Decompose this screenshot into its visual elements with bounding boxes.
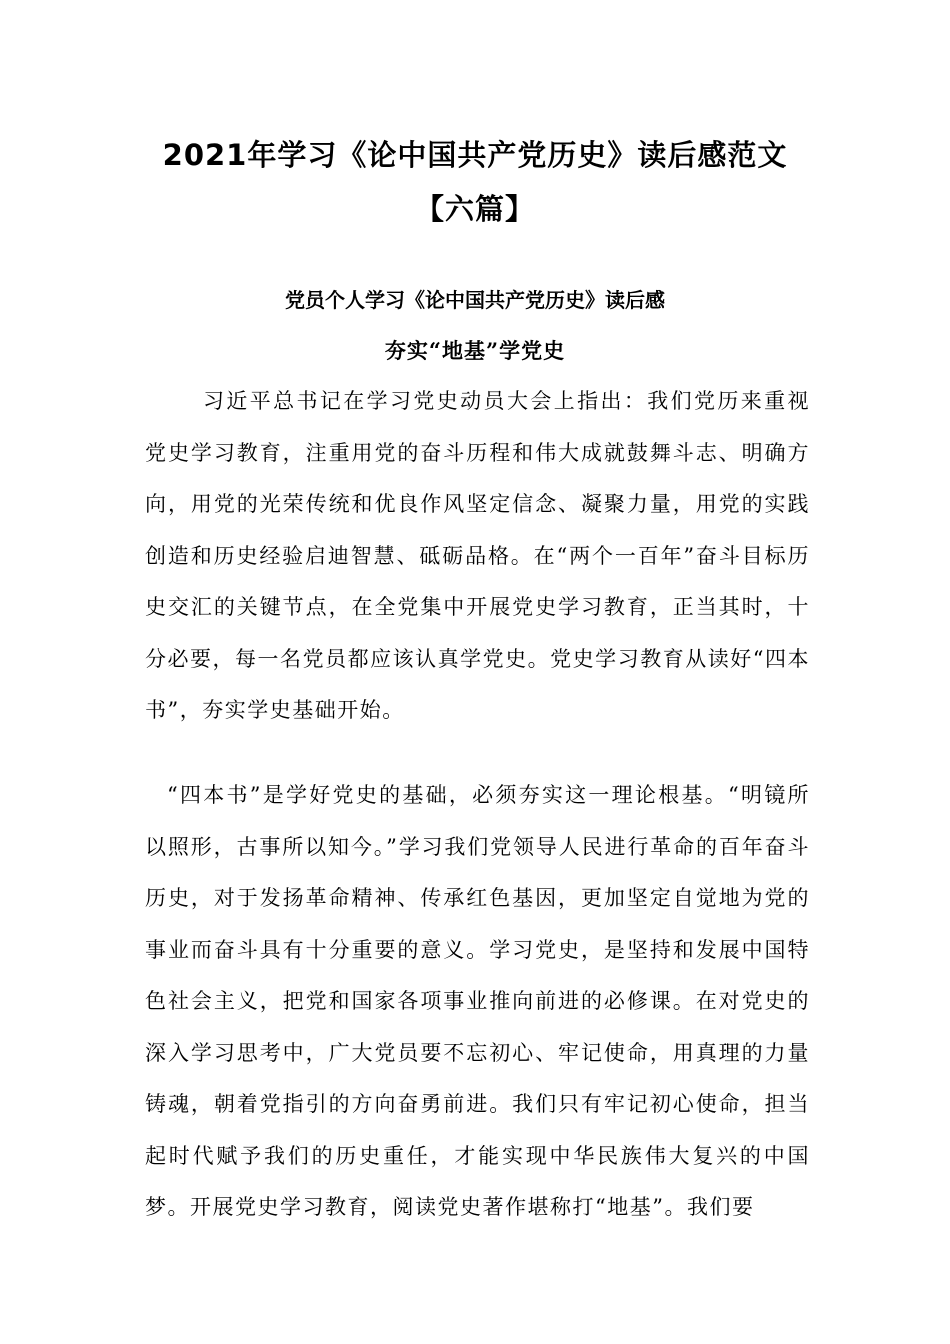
body-paragraph: 习近平总书记在学习党史动员大会上指出：我们党历来重视党史学习教育，注重用党的奋斗历程和伟大成就鼓舞斗志、明确方向，用党的光荣传统和优良作风坚定信念、凝聚力量，用党的实践创造和历史经验启迪智慧、砥砺品格。在“两个一百年”奋斗目标历史交汇的关键节点，在全党集中开展党史学习教育，正当其时，十分必要，每一名党员都应该认真学党史。党史学习教育从读好“四本书”，夯实学史基础开始。 <box>145 389 810 722</box>
section-heading: 夯实“地基”学党史 <box>384 338 566 363</box>
document-title: 2021年学习《论中国共产党历史》读后感范文【六篇】 <box>162 138 788 226</box>
document-subtitle: 党员个人学习《论中国共产党历史》读后感 <box>285 288 665 312</box>
body-paragraph: “四本书”是学好党史的基础，必须夯实这一理论根基。“明镜所以照形，古事所以知今。”学习我们党领导人民进行革命的百年奋斗历史，对于发扬革命精神、传承红色基因，更加坚定自觉地为党的事业而奋斗具有十分重要的意义。学习党史，是坚持和发展中国特色社会主义，把党和国家各项事业推向前进的必修课。在对党史的深入学习思考中，广大党员要不忘初心、牢记使命，用真理的力量铸魂，朝着党指引的方向奋勇前进。我们只有牢记初心使命，担当起时代赋予我们的历史重任，才能实现中华民族伟大复兴的中国梦。开展党史学习教育，阅读党史著作堪称打“地基”。我们要 <box>145 783 810 1219</box>
